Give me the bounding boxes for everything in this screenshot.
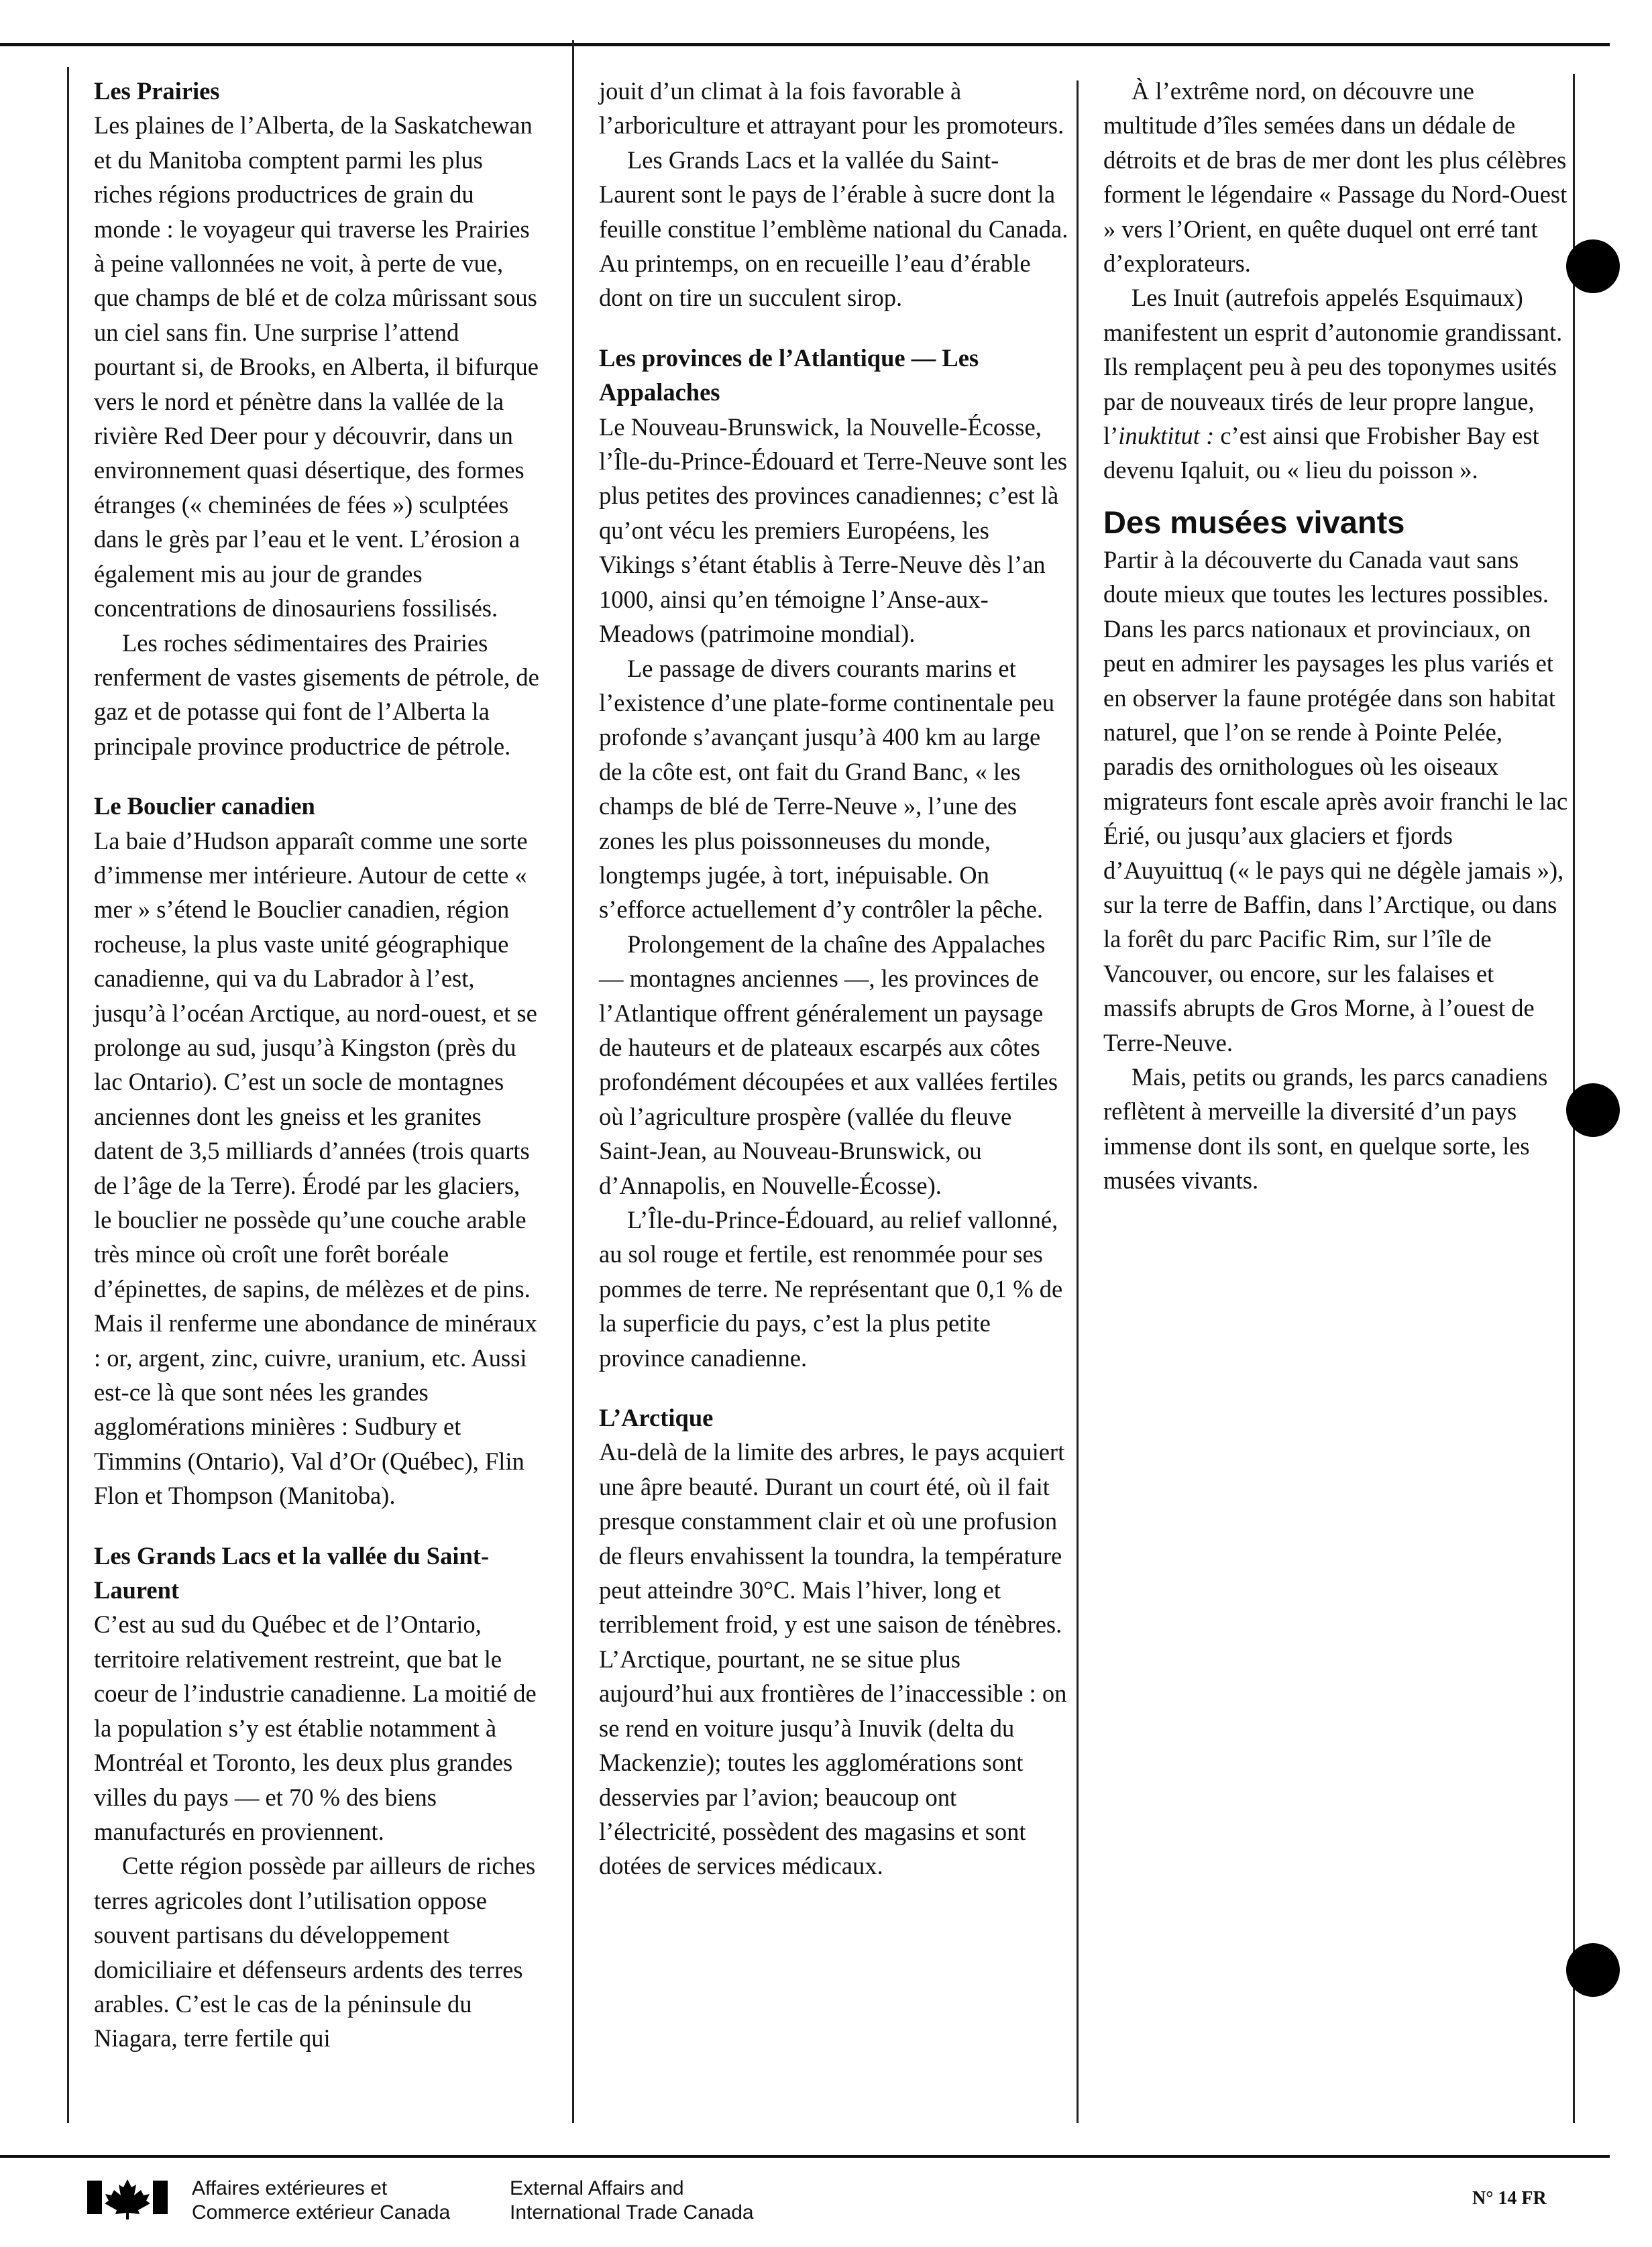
section-heading-bouclier: Le Bouclier canadien bbox=[94, 792, 315, 820]
column-rule-left bbox=[67, 67, 69, 2123]
paragraph: Prolongement de la chaîne des Appalaches — montagnes anciennes —, les provinces de l’Atlantique offrent généralement un paysage de hauteurs et de plateaux escarpés aux côtes profondément découpées et aux vallées fertiles où l’agriculture prospère (vallée du fleuve Saint-Jean, au Nouveau-Brunswick, ou d’Annapolis, en Nouvelle-Écosse). bbox=[599, 930, 1058, 1199]
footer-line: Affaires extérieures et bbox=[192, 2177, 388, 2199]
paragraph-text: Les Inuit (autrefois appelés Esquimaux) manifestent un esprit d’autonomie grandissant. Ils remplaçent peu à peu des toponymes usités par de nouveaux tirés de leur propre langue, l’ bbox=[1103, 284, 1563, 450]
column-2 bbox=[599, 74, 1068, 1883]
binder-hole-icon bbox=[1566, 1083, 1620, 1137]
footer-line: External Affairs and bbox=[510, 2177, 684, 2199]
column-rule-2 bbox=[1077, 80, 1079, 2123]
italic-term: inuktitut : bbox=[1118, 422, 1215, 450]
department-name-fr bbox=[192, 2177, 450, 2225]
section-heading-atlantique: Les provinces de l’Atlantique — Les Appalaches bbox=[599, 343, 979, 406]
paragraph: Les plaines de l’Alberta, de la Saskatchewan et du Manitoba comptent parmi les plus riches régions productrices de grain du monde : le voyageur qui traverse les Prairies à peine vallonnées ne voit, à perte de vue, que champs de blé et de colza mûrissant sous un ciel sans fin. Une surprise l’attend pourtant si, de Brooks, en Alberta, il bifurque vers le nord et pénètre dans la vallée de la rivière Red Deer pour y découvrir, dans un environnement quasi désertique, des formes étranges (« cheminées de fées ») sculptées dans le grès par l’eau et le vent. L’érosion a également mis au jour de grandes concentrations de dinosauriens fossilisés. bbox=[94, 111, 539, 622]
footer-line: International Trade Canada bbox=[510, 2201, 754, 2224]
paragraph: Cette région possède par ailleurs de riches terres agricoles dont l’utilisation oppose souvent partisans du développement domiciliaire et défenseurs ardents des terres arables. C’est le cas de la péninsule du Niagara, terre fertile qui bbox=[94, 1852, 536, 2052]
paragraph: Partir à la découverte du Canada vaut sans doute mieux que toutes les lectures possibles. Dans les parcs nationaux et provinciaux, on peut en admirer les paysages les plus variés et en observer la faune protégée dans son habitat naturel, que l’on se rende à Pointe Pelée, paradis des ornithologues où les oiseaux migrateurs font escale après avoir franchi le lac Érié, ou jusqu’aux glaciers et fjords d’Auyuittuq (« le pays qui ne dégèle jamais »), sur la terre de Baffin, dans l’Arctique, ou dans la forêt du parc Pacific Rim, sur l’île de Vancouver, ou encore, sur les falaises et massifs abrupts de Gros Morne, à l’ouest de Terre-Neuve. bbox=[1103, 545, 1568, 1056]
column-1 bbox=[94, 74, 543, 2056]
paragraph: À l’extrême nord, on découvre une multitude d’îles semées dans un dédale de détroits et de bras de mer dont les plus célèbres forment le légendaire « Passage du Nord-Ouest » vers l’Orient, en quête duquel ont erré tant d’explorateurs. bbox=[1103, 77, 1567, 278]
paragraph: Mais, petits ou grands, les parcs canadiens reflètent à merveille la diversité d’un pays immense dont ils sont, en quelque sorte, les musées vivants. bbox=[1103, 1062, 1548, 1195]
document-number: N° 14 FR bbox=[1472, 2188, 1547, 2209]
column-3 bbox=[1103, 74, 1573, 1198]
department-name-en bbox=[510, 2177, 754, 2225]
paragraph-text: c’est ainsi que Frobisher Bay est devenu Iqaluit, ou « lieu du poisson ». bbox=[1103, 422, 1539, 484]
paragraph: Le passage de divers courants marins et l’existence d’une plate-forme continentale peu profonde s’avançant jusqu’à 400 km au large de la côte est, ont fait du Grand Banc, « les champs de blé de Terre-Neuve », l’une des zones les plus poissonneuses du monde, longtemps jugée, à tort, inépuisable. On s’efforce actuellement d’y contrôler la pêche. bbox=[599, 654, 1054, 924]
paragraph: La baie d’Hudson apparaît comme une sorte d’immense mer intérieure. Autour de cette « mer » s’étend le Bouclier canadien, région rocheuse, la plus vaste unité géographique canadienne, qui va du Labrador à l’est, jusqu’à l’océan Arctique, au nord-ouest, et se prolonge au sud, jusqu’à Kingston (près du lac Ontario). C’est un socle de montagnes anciennes dont les gneiss et les granites datent de 3,5 milliards d’années (trois quarts de l’âge de la Terre). Érodé par les glaciers, le bouclier ne possède qu’une couche arable très mince où croît une forêt boréale d’épinettes, de sapins, de mélèzes et de pins. Mais il renferme une abondance de minéraux : or, argent, zinc, cuivre, uranium, etc. Aussi est-ce là que sont nées les grandes agglomérations minières : Sudbury et Timmins (Ontario), Val d’Or (Québec), Flin Flon et Thompson (Manitoba). bbox=[94, 826, 537, 1510]
bottom-rule bbox=[0, 2155, 1610, 2158]
section-heading-musees: Des musées vivants bbox=[1103, 504, 1405, 540]
paragraph: Les Grands Lacs et la vallée du Saint-Laurent sont le pays de l’érable à sucre dont la feuille constitue l’emblème national du Canada. Au printemps, on en recueille l’eau d’érable dont on tire un succulent sirop. bbox=[599, 146, 1068, 312]
paragraph bbox=[1103, 280, 1573, 487]
binder-hole-icon bbox=[1566, 1943, 1620, 1997]
paragraph: jouit d’un climat à la fois favorable à l’arboriculture et attrayant pour les promoteurs. bbox=[599, 77, 1064, 140]
column-rule-1 bbox=[572, 40, 574, 2123]
section-heading-prairies: Les Prairies bbox=[94, 77, 220, 105]
top-rule bbox=[0, 43, 1610, 46]
canada-flag-icon bbox=[87, 2175, 168, 2219]
paragraph: Le Nouveau-Brunswick, la Nouvelle-Écosse, l’Île-du-Prince-Édouard et Terre-Neuve sont les plus petites des provinces canadiennes; c’est là qu’ont vécu les premiers Européens, les Vikings s’étant établis à Terre-Neuve dès l’an 1000, ainsi qu’en témoigne l’Anse-aux-Meadows (patrimoine mondial). bbox=[599, 413, 1068, 648]
section-heading-arctique: L’Arctique bbox=[599, 1404, 714, 1432]
paragraph: Au-delà de la limite des arbres, le pays acquiert une âpre beauté. Durant un court été, où il fait presque constamment clair et où une profusion de fleurs envahissent la toundra, la température peut atteindre 30°C. Mais l’hiver, long et terriblement froid, y est une saison de ténèbres. L’Arctique, pourtant, ne se situe plus aujourd’hui aux frontières de l’inaccessible : on se rend en voiture jusqu’à Inuvik (delta du Mackenzie); toutes les agglomérations sont desservies par l’avion; beaucoup ont l’électricité, possèdent des magasins et sont dotées de services médicaux. bbox=[599, 1438, 1067, 1880]
paragraph: Les roches sédimentaires des Prairies renferment de vastes gisements de pétrole, de gaz et de potasse qui font de l’Alberta la principale province productrice de pétrole. bbox=[94, 628, 539, 760]
section-heading-grands-lacs: Les Grands Lacs et la vallée du Saint-Laurent bbox=[94, 1541, 490, 1604]
binder-hole-icon bbox=[1566, 239, 1620, 293]
paragraph: L’Île-du-Prince-Édouard, au relief vallonné, au sol rouge et fertile, est renommée pour ses pommes de terre. Ne représentant que 0,1 % de la superficie du pays, c’est la plus petite province canadienne. bbox=[599, 1206, 1063, 1372]
footer-line: Commerce extérieur Canada bbox=[192, 2201, 451, 2224]
paragraph: C’est au sud du Québec et de l’Ontario, territoire relativement restreint, que bat le coeur de l’industrie canadienne. La moitié de la population s’y est établie notamment à Montréal et Toronto, les deux plus grandes villes du pays — et 70 % des biens manufacturés en proviennent. bbox=[94, 1610, 537, 1845]
